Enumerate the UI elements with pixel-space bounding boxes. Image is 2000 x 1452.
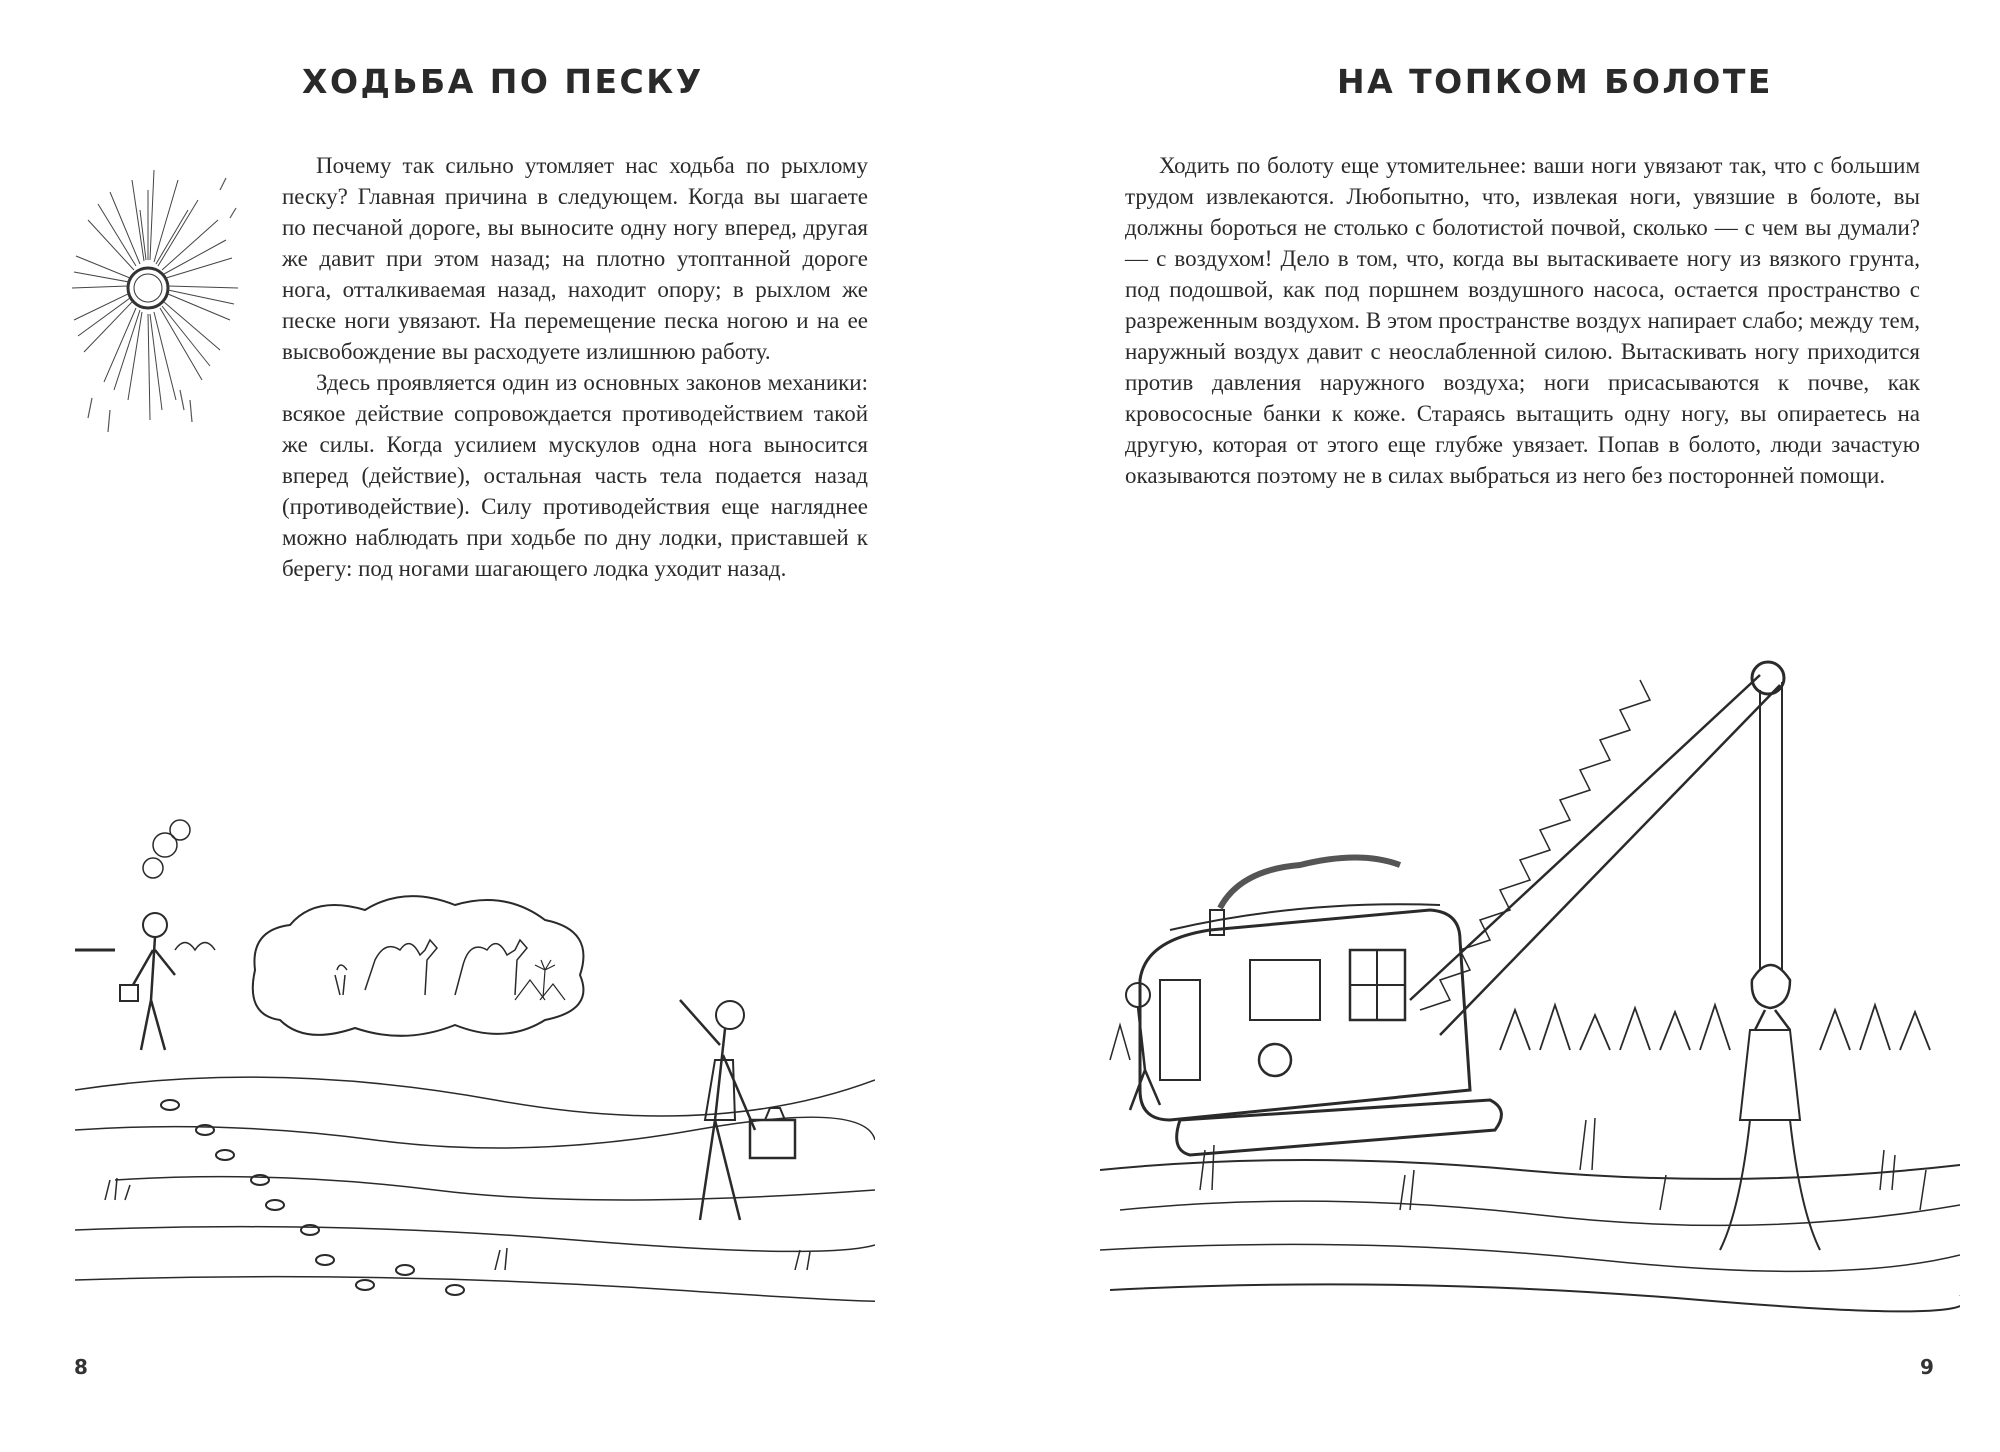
right-page	[1000, 0, 2000, 1452]
desert-walkers-icon	[75, 800, 875, 1310]
right-body-text	[1125, 150, 1920, 491]
left-page-number: 8	[74, 1355, 88, 1379]
right-page-title: НА ТОПКОМ БОЛОТЕ	[1337, 62, 1773, 101]
left-paragraph-2: Здесь проявляется один из основных законов механики: всякое действие сопровождается противодействием такой же силы. Когда усилием мускулов одна нога выносится вперед (действие), остальная часть тела подается назад (противодействие). Силу противодействия еще нагляднее можно наблюдать при ходьбе по дну лодки, приставшей к берегу: под ногами шагающего лодка уходит назад.	[282, 370, 868, 581]
right-paragraph-1: Ходить по болоту еще утомительнее: ваши ноги увязают так, что с большим трудом извлекаются. Любопытно, что, извлекая ноги, увязшие в болоте, вы должны бороться не столько с болотистой почвой, сколько — с чем вы думали? — с воздухом! Дело в том, что, когда вы вытаскиваете ногу из вязкого грунта, под подошвой, как под поршнем воздушного насоса, остается пространство с разреженным воздухом. В этом пространстве воздух напирает слабо; между тем, наружный воздух давит с неослабленной силою. Вытаскивать ногу приходится против давления наружного воздуха; ноги присасываются к почве, как кровососные банки к коже. Стараясь вытащить одну ногу, вы опираетесь на другую, которая от этого еще глубже увязает. Попав в болото, люди зачастую оказываются поэтому не в силах выбраться из него без посторонней помощи.	[1125, 153, 1920, 488]
left-page-title: ХОДЬБА ПО ПЕСКУ	[302, 62, 704, 101]
left-paragraph-1: Почему так сильно утомляет нас ходьба по рыхлому песку? Главная причина в следующем. Когда вы шагаете по песчаной дороге, вы выносите одну ногу вперед, другая же давит при этом назад; на плотно утоптанной дороге нога, отталкиваемая назад, находит опору; в рыхлом же песке ноги увязают. На перемещение песка ногою и на ее высвобождение вы расходуете излишнюю работу.	[282, 153, 868, 364]
crane-swamp-icon	[1100, 650, 1960, 1315]
sun-icon	[70, 160, 240, 460]
right-page-number: 9	[1920, 1355, 1934, 1379]
left-body-text	[282, 150, 868, 584]
